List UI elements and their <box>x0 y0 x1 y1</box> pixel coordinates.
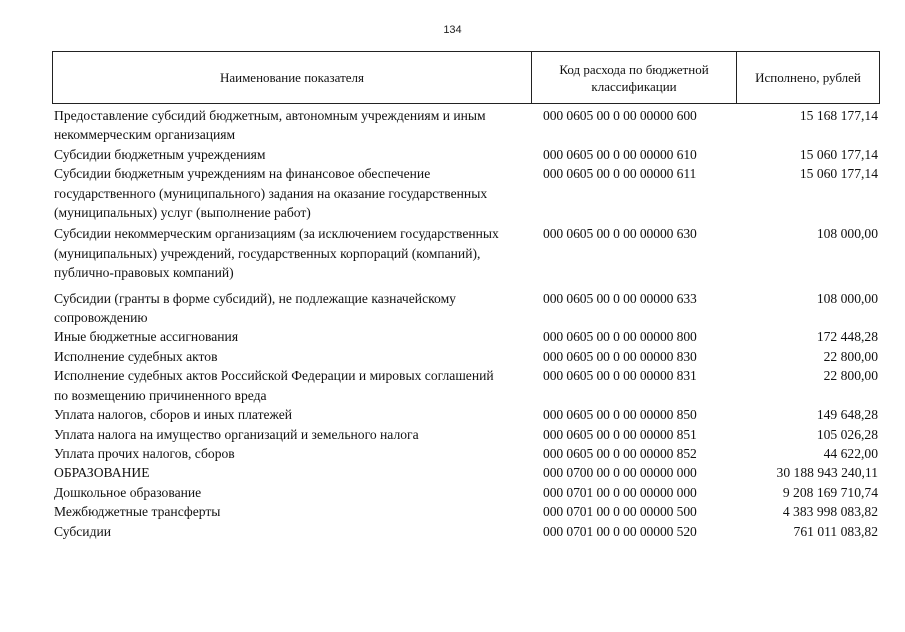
row-amount: 108 000,00 <box>816 290 878 306</box>
row-code: 000 0605 00 0 00 00000 831 <box>543 368 697 384</box>
row-name: Уплата налогов, сборов и иных платежей <box>54 407 293 423</box>
row-name: Субсидии некоммерческим организациям (за исключением государственных (муниципальных) учреждений, государственных корпораций (компаний), публично-правовых компаний) <box>54 226 499 281</box>
row-amount: 761 011 083,82 <box>793 523 878 539</box>
table-row <box>52 327 880 346</box>
row-code: 000 0605 00 0 00 00000 850 <box>543 407 697 423</box>
row-name: Субсидии бюджетным учреждениям <box>54 146 266 162</box>
table-row <box>52 522 880 541</box>
table-body <box>52 106 880 541</box>
row-name: Субсидии (гранты в форме субсидий), не подлежащие казначейскому сопровождению <box>54 290 456 326</box>
page-number: 134 <box>443 24 462 36</box>
header-name: Наименование показателя <box>53 52 532 103</box>
row-code: 000 0605 00 0 00 00000 600 <box>543 108 697 123</box>
table-row <box>52 463 880 482</box>
row-amount: 108 000,00 <box>816 226 878 242</box>
table-row <box>52 164 880 222</box>
row-amount: 15 060 177,14 <box>799 146 878 162</box>
row-code: 000 0605 00 0 00 00000 630 <box>543 226 697 242</box>
row-name: Уплата прочих налогов, сборов <box>54 445 235 461</box>
table-row <box>52 224 880 282</box>
row-name: Исполнение судебных актов Российской Федерации и мировых соглашений по возмещению причиненного вреда <box>54 368 494 403</box>
row-amount: 44 622,00 <box>823 445 878 461</box>
row-name: Предоставление субсидий бюджетным, автономным учреждениям и иным некоммерческим организациям <box>54 108 486 143</box>
row-amount: 22 800,00 <box>823 348 878 364</box>
row-code: 000 0605 00 0 00 00000 830 <box>543 348 697 364</box>
row-name: Субсидии бюджетным учреждениям на финансовое обеспечение государственного (муниципального) задания на оказание государственных (муниципальных) услуг (выполнение работ) <box>54 166 488 221</box>
row-amount: 9 208 169 710,74 <box>782 484 878 500</box>
row-code: 000 0605 00 0 00 00000 633 <box>543 290 697 306</box>
table-row <box>52 366 880 405</box>
table-row <box>52 145 880 164</box>
table-row <box>52 289 880 328</box>
table-header <box>52 51 880 104</box>
row-name: Дошкольное образование <box>54 484 202 500</box>
row-amount: 4 383 998 083,82 <box>782 504 878 520</box>
row-name: Иные бюджетные ассигнования <box>54 329 239 345</box>
row-amount: 22 800,00 <box>823 368 878 384</box>
table-row <box>52 405 880 424</box>
header-amount: Исполнено, рублей <box>755 70 861 85</box>
row-code: 000 0605 00 0 00 00000 611 <box>543 166 697 182</box>
row-code: 000 0605 00 0 00 00000 852 <box>543 445 697 461</box>
table-row <box>52 483 880 502</box>
row-amount: 149 648,28 <box>816 407 878 423</box>
row-code: 000 0605 00 0 00 00000 800 <box>543 329 697 345</box>
table-row <box>52 347 880 366</box>
row-name: Исполнение судебных актов <box>54 348 218 364</box>
row-amount: 15 060 177,14 <box>799 166 878 182</box>
row-name: Субсидии <box>54 523 112 539</box>
row-code: 000 0605 00 0 00 00000 610 <box>543 146 697 162</box>
table-row <box>52 444 880 463</box>
table-row <box>52 106 880 145</box>
row-name: ОБРАЗОВАНИЕ <box>54 465 150 481</box>
table-row <box>52 502 880 521</box>
row-name: Уплата налога на имущество организаций и земельного налога <box>54 426 419 442</box>
row-amount: 105 026,28 <box>816 426 878 442</box>
row-code: 000 0701 00 0 00 00000 520 <box>543 523 697 539</box>
row-code: 000 0700 00 0 00 00000 000 <box>543 465 697 481</box>
row-name: Межбюджетные трансферты <box>54 504 221 520</box>
header-code: Код расхода по бюджетной классификации <box>532 52 737 103</box>
row-amount: 15 168 177,14 <box>799 108 878 123</box>
row-code: 000 0605 00 0 00 00000 851 <box>543 426 697 442</box>
row-code: 000 0701 00 0 00 00000 500 <box>543 504 697 520</box>
row-amount: 30 188 943 240,11 <box>776 465 878 481</box>
row-amount: 172 448,28 <box>816 329 878 345</box>
row-code: 000 0701 00 0 00 00000 000 <box>543 484 697 500</box>
table-row <box>52 425 880 444</box>
